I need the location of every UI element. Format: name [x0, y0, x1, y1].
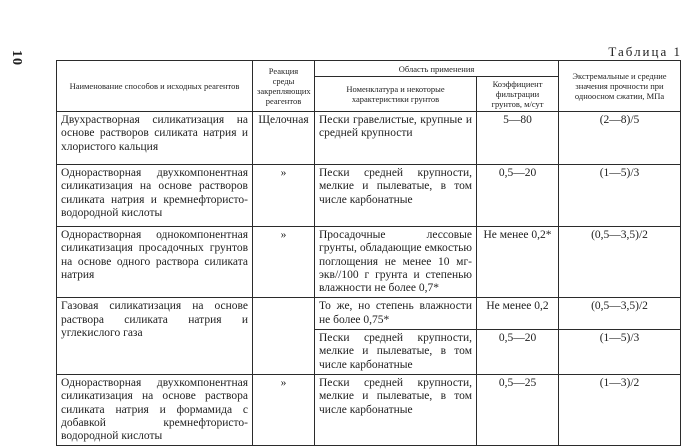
coef-cell: 0,5—20: [477, 330, 559, 375]
coef-cell: 5—80: [477, 112, 559, 165]
table-row: [57, 298, 681, 330]
method-cell: Газовая силикатизация на основе раствора силиката натрия и углекислого газа: [57, 298, 253, 374]
coef-cell: 0,5—20: [477, 165, 559, 227]
reaction-cell: »: [253, 165, 315, 227]
strength-cell: (1—5)/3: [559, 165, 681, 227]
soils-cell: Пески средней крупности, мелкие и пылеватые, в том числе карбонатные: [315, 374, 477, 445]
coef-cell: Не менее 0,2: [477, 298, 559, 330]
method-cell: Однорастворная двухкомпонентная силикатизация на основе раствора силиката натрия и формамида с добавкой кремнефтористо-водородной кислоты: [57, 374, 253, 445]
method-cell: Двухрастворная силикатизация на основе растворов силиката натрия и хлористого кальция: [57, 112, 253, 165]
strength-cell: (2—8)/5: [559, 112, 681, 165]
table-row: [57, 227, 681, 298]
reaction-cell: [253, 298, 315, 374]
header-strength: Экстремальные и средние значения прочности при одноосном сжатии, МПа: [559, 61, 681, 112]
page-number: 10: [9, 50, 24, 66]
strength-cell: (1—3)/2: [559, 374, 681, 445]
strength-cell: (0,5—3,5)/2: [559, 227, 681, 298]
header-method: Наименование способов и исходных реагентов: [57, 61, 253, 112]
table-row: [57, 165, 681, 227]
table-title: Таблица 1: [608, 44, 682, 59]
reaction-cell: »: [253, 374, 315, 445]
table-row: [57, 374, 681, 445]
coef-cell: Не менее 0,2*: [477, 227, 559, 298]
data-table: [56, 60, 681, 446]
header-reaction: Реакция среды закрепляющих реагентов: [253, 61, 315, 112]
reaction-cell: »: [253, 227, 315, 298]
method-cell: Однорастворная двухкомпонентная силикатизация на основе растворов силиката натрия и кремнефтористо-водородной кислоты: [57, 165, 253, 227]
table-row: [57, 112, 681, 165]
soils-cell: Пески средней крупности, мелкие и пылеватые, в том числе карбонатные: [315, 165, 477, 227]
coef-cell: 0,5—25: [477, 374, 559, 445]
method-cell: Однорастворная однокомпонентная силикатизация просадочных грунтов на основе одного раствора силиката натрия: [57, 227, 253, 298]
reaction-cell: Щелочная: [253, 112, 315, 165]
header-coef: Коэффициент фильтрации грунтов, м/сут: [477, 77, 559, 112]
strength-cell: (1—5)/3: [559, 330, 681, 375]
soils-cell: То же, но степень влажности не более 0,75*: [315, 298, 477, 330]
soils-cell: Пески гравелистые, крупные и средней крупности: [315, 112, 477, 165]
header-scope: Область применения: [315, 61, 559, 77]
soils-cell: Пески средней крупности, мелкие и пылеватые, в том числе карбонатные: [315, 330, 477, 375]
strength-cell: (0,5—3,5)/2: [559, 298, 681, 330]
header-soils: Номенклатура и некоторые характеристики грунтов: [315, 77, 477, 112]
soils-cell: Просадочные лессовые грунты, обладающие емкостью поглощения не менее 10 мг-экв//100 г грунта и степенью влажности не более 0,7*: [315, 227, 477, 298]
